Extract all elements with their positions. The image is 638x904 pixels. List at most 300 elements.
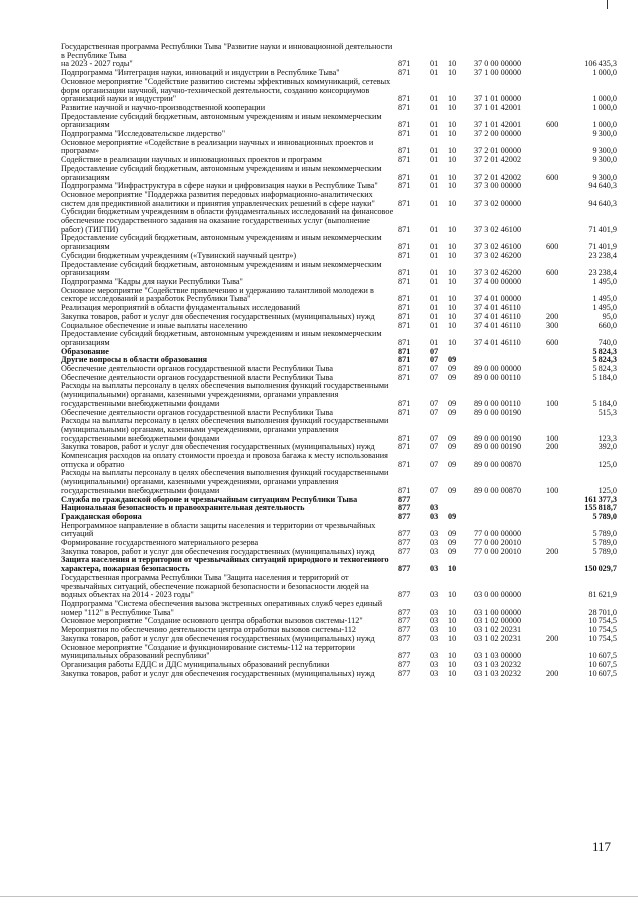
amount: 5 789,0 [592,538,617,548]
code-rz: 01 [430,172,439,182]
code-gr: 871 [398,120,411,130]
row-name: Другие вопросы в области образования [61,355,208,365]
amount: 123,3 [598,433,617,443]
code-cs: 77 0 00 20010 [474,546,522,556]
row-name: Непрограммное направление в области защиты населения и территории от чрезвычайных ситуаций [61,520,376,539]
amount: 161 377,3 [584,494,617,504]
code-gr: 871 [398,346,411,356]
row-name: Обеспечение деятельности органов государственной власти Республики Тыва [61,407,334,417]
amount: 1 495,0 [592,276,617,286]
code-rz: 01 [430,276,439,286]
row-name: Основное мероприятие "Содействие развитию системы эффективных коммуникаций, сетевых форм организации научной, научно-технической деятельности, созданию консорциумов организаций науки и индустрии" [61,76,391,104]
code-rz: 07 [430,407,439,417]
row-name: Субсидии бюджетным учреждениям («Тувинский научный центр») [61,250,297,260]
code-pr: 10 [448,242,457,252]
row-name: Гражданская оборона [61,511,142,521]
code-pr: 10 [448,68,457,78]
code-cs: 37 4 01 46110 [474,337,521,347]
amount: 1 495,0 [592,303,617,313]
code-rz: 03 [430,546,439,556]
code-rz: 03 [430,564,439,574]
code-cs: 37 2 01 42002 [474,155,522,165]
row-name: Расходы на выплаты персоналу в целях обеспечения выполнения функций государственными (муниципальными) органами, казенными учреждениями, органами управления государственными внебюджетными фондами [61,381,389,408]
code-gr: 871 [398,485,411,495]
code-cs: 89 0 00 00190 [474,407,522,417]
code-gr: 877 [398,659,411,669]
code-pr: 10 [448,294,457,304]
code-pr: 09 [448,459,457,469]
code-gr: 871 [398,442,411,452]
code-pr: 10 [448,172,457,182]
amount: 740,0 [598,337,617,347]
code-rz: 01 [430,146,439,156]
table-row [61,522,621,539]
code-gr: 877 [398,633,411,643]
code-gr: 871 [398,337,411,347]
code-rz: 01 [430,320,439,330]
code-pr: 10 [448,607,457,617]
code-pr: 10 [448,250,457,260]
amount: 10 754,5 [588,633,617,643]
code-vr: 600 [546,337,559,347]
table-row [61,574,621,600]
code-rz: 03 [430,538,439,548]
code-cs: 89 0 00 00190 [474,442,522,452]
code-gr: 871 [398,224,411,234]
code-cs: 37 2 01 42002 [474,172,522,182]
table-row [61,43,621,69]
code-cs: 37 3 02 46200 [474,250,522,260]
row-name: Обеспечение деятельности органов государственной власти Республики Тыва [61,364,334,374]
code-vr: 100 [546,433,559,443]
row-name: Закупка товаров, работ и услуг для обеспечения государственных (муниципальных) нужд [61,442,375,452]
code-rz: 01 [430,224,439,234]
code-rz: 03 [430,668,439,678]
scan-edge-mark [607,0,608,9]
row-name: Расходы на выплаты персоналу в целях обеспечения выполнения функций государственными (муниципальными) органами, казенными учреждениями, органами управления государственными внебюджетными фондами [61,468,389,495]
amount: 5 824,3 [592,355,617,365]
code-pr: 10 [448,633,457,643]
code-pr: 09 [448,546,457,556]
code-gr: 877 [398,651,411,661]
code-gr: 877 [398,616,411,626]
row-name: Подпрограмма "Исследовательское лидерство" [61,129,226,139]
code-cs: 89 0 00 00110 [474,372,521,382]
code-cs: 37 1 01 42001 [474,102,522,112]
amount: 660,0 [598,320,617,330]
code-rz: 01 [430,181,439,191]
code-cs: 77 0 00 20010 [474,538,522,548]
code-pr: 10 [448,268,457,278]
code-cs: 37 3 02 46200 [474,268,522,278]
code-pr: 10 [448,129,457,139]
table-row [61,469,621,495]
row-name: Содействие в реализации научных и инновационных проектов и программ [61,155,322,165]
code-gr: 871 [398,155,411,165]
code-gr: 877 [398,503,411,513]
row-name: Предоставление субсидий бюджетным, автономным учреждениям и иным некоммерческим организациям [61,111,382,130]
code-pr: 10 [448,659,457,669]
amount: 155 818,7 [584,503,617,513]
amount: 125,0 [598,485,617,495]
code-pr: 10 [448,303,457,313]
code-pr: 09 [448,485,457,495]
amount: 125,0 [598,459,617,469]
table-row [61,644,621,661]
code-rz: 07 [430,442,439,452]
code-vr: 600 [546,268,559,278]
code-cs: 37 3 02 00000 [474,198,522,208]
code-cs: 37 3 02 46100 [474,242,522,252]
code-rz: 01 [430,155,439,165]
code-rz: 07 [430,346,439,356]
amount: 1 495,0 [592,294,617,304]
code-rz: 07 [430,398,439,408]
code-gr: 871 [398,172,411,182]
amount: 5 184,0 [592,398,617,408]
amount: 106 435,3 [584,59,617,69]
code-rz: 03 [430,590,439,600]
amount: 10 607,5 [588,659,617,669]
code-cs: 37 3 02 46100 [474,224,522,234]
code-gr: 877 [398,607,411,617]
row-name: Мероприятия по обеспечению деятельности центра отработки вызовов системы-112 [61,625,357,635]
code-pr: 10 [448,120,457,130]
amount: 71 401,9 [588,224,617,234]
budget-table [61,43,621,678]
row-name: Социальное обеспечение и иные выплаты населению [61,320,248,330]
row-name: Образование [61,346,109,356]
code-rz: 01 [430,268,439,278]
amount: 5 789,0 [592,529,617,539]
row-name: Предоставление субсидий бюджетным, автономным учреждениям и иным некоммерческим организациям [61,233,382,252]
amount: 23 238,4 [588,250,617,260]
amount: 515,3 [598,407,617,417]
amount: 9 300,0 [592,172,617,182]
code-vr: 600 [546,120,559,130]
code-gr: 877 [398,625,411,635]
code-pr: 10 [448,311,457,321]
code-pr: 10 [448,146,457,156]
amount: 392,0 [598,442,617,452]
code-gr: 871 [398,294,411,304]
row-name: Субсидии бюджетным учреждениям в области фундаментальных исследований на финансовое обеспечение государственного задания на оказание государственных услуг (выполнение работ) (ТИГПИ) [61,207,394,234]
amount: 5 789,0 [592,511,617,521]
amount: 10 607,5 [588,651,617,661]
code-pr: 10 [448,155,457,165]
amount: 10 754,5 [588,616,617,626]
code-cs: 37 4 00 00000 [474,276,522,286]
amount: 81 621,9 [588,590,617,600]
amount: 5 824,3 [592,364,617,374]
code-pr: 10 [448,320,457,330]
code-rz: 07 [430,355,439,365]
code-cs: 37 3 00 00000 [474,181,522,191]
code-gr: 877 [398,668,411,678]
code-gr: 871 [398,459,411,469]
row-name: Основное мероприятие "Создание и функционирование системы-112 на территории муниципальных образований республики" [61,642,355,661]
amount: 1 000,0 [592,68,617,78]
code-gr: 877 [398,511,411,521]
table-row [61,417,621,443]
code-pr: 09 [448,529,457,539]
table-row [61,78,621,104]
row-name: Развитие научной и научно-производственной кооперации [61,102,266,112]
code-pr: 10 [448,276,457,286]
table-row [61,330,621,347]
code-cs: 37 4 01 00000 [474,294,522,304]
row-name: Национальная безопасность и правоохранительная деятельность [61,503,305,513]
code-cs: 89 0 00 00000 [474,364,522,374]
code-vr: 200 [546,633,559,643]
code-rz: 03 [430,616,439,626]
code-cs: 03 1 03 20232 [474,659,522,669]
amount: 1 000,0 [592,94,617,104]
code-rz: 01 [430,68,439,78]
code-gr: 877 [398,494,411,504]
row-name: Закупка товаров, работ и услуг для обеспечения государственных (муниципальных) нужд [61,633,375,643]
row-name: Предоставление субсидий бюджетным, автономным учреждениям и иным некоммерческим организациям [61,329,382,347]
code-gr: 871 [398,146,411,156]
code-vr: 200 [546,668,559,678]
amount: 1 000,0 [592,120,617,130]
amount: 9 300,0 [592,155,617,165]
code-cs: 37 0 00 00000 [474,59,522,69]
code-gr: 871 [398,407,411,417]
code-pr: 09 [448,433,457,443]
code-rz: 03 [430,503,439,513]
code-gr: 871 [398,181,411,191]
table-row [61,113,621,130]
code-cs: 77 0 00 00000 [474,529,522,539]
code-cs: 37 1 01 00000 [474,94,522,104]
table-row [61,234,621,251]
code-vr: 300 [546,320,559,330]
code-rz: 07 [430,372,439,382]
amount: 94 640,3 [588,198,617,208]
row-name: Расходы на выплаты персоналу в целях обеспечения выполнения функций государственными (муниципальными) органами, казенными учреждениями, органами управления государственными внебюджетными фондами [61,416,389,443]
code-rz: 01 [430,94,439,104]
table-row [61,452,621,469]
row-name: Предоставление субсидий бюджетным, автономным учреждениям и иным некоммерческим организациям [61,163,382,182]
code-gr: 877 [398,529,411,539]
table-row [61,670,621,679]
amount: 1 000,0 [592,102,617,112]
code-rz: 01 [430,120,439,130]
table-row [61,504,621,513]
code-gr: 871 [398,364,411,374]
row-name: Закупка товаров, работ и услуг для обеспечения государственных (муниципальных) нужд [61,546,375,556]
code-pr: 10 [448,198,457,208]
code-gr: 871 [398,250,411,260]
code-pr: 10 [448,224,457,234]
code-cs: 03 0 00 00000 [474,590,522,600]
code-gr: 871 [398,433,411,443]
code-gr: 877 [398,546,411,556]
code-gr: 877 [398,590,411,600]
table-row [61,165,621,182]
amount: 94 640,3 [588,181,617,191]
table-row [61,208,621,234]
row-name: Подпрограмма "Инфраструктура в сфере науки и цифровизация науки в Республике Тыва" [61,181,378,191]
table-row [61,556,621,573]
table-row [61,261,621,278]
scan-bottom-rule [0,896,638,897]
code-cs: 03 1 02 20231 [474,633,522,643]
code-pr: 10 [448,590,457,600]
code-gr: 871 [398,311,411,321]
code-gr: 871 [398,372,411,382]
code-gr: 871 [398,398,411,408]
code-rz: 01 [430,311,439,321]
code-pr: 10 [448,181,457,191]
code-rz: 01 [430,337,439,347]
code-rz: 01 [430,303,439,313]
code-cs: 89 0 00 00190 [474,433,522,443]
amount: 95,0 [602,311,617,321]
table-row [61,191,621,208]
code-cs: 37 2 01 00000 [474,146,522,156]
code-rz: 07 [430,433,439,443]
row-name: Защита населения и территории от чрезвычайных ситуаций природного и техногенного характера, пожарная безопасность [61,555,389,574]
code-vr: 100 [546,398,559,408]
code-pr: 10 [448,564,457,574]
code-pr: 09 [448,364,457,374]
row-name: Закупка товаров, работ и услуг для обеспечения государственных (муниципальных) нужд [61,668,375,678]
amount: 5 789,0 [592,546,617,556]
code-pr: 10 [448,651,457,661]
row-name: Основное мероприятие "Создание основного центра обработки вызовов системы-112" [61,616,363,626]
code-pr: 10 [448,102,457,112]
code-rz: 01 [430,198,439,208]
code-gr: 877 [398,538,411,548]
code-gr: 871 [398,276,411,286]
row-name: Подпрограмма "Интеграция науки, инноваций и индустрии в Республике Тыва" [61,68,340,78]
code-vr: 200 [546,546,559,556]
code-pr: 09 [448,398,457,408]
code-gr: 871 [398,320,411,330]
table-row [61,139,621,156]
code-pr: 10 [448,94,457,104]
code-rz: 03 [430,511,439,521]
code-cs: 89 0 00 00110 [474,398,521,408]
code-gr: 871 [398,355,411,365]
code-cs: 03 1 00 00000 [474,607,522,617]
code-cs: 89 0 00 00870 [474,459,522,469]
code-pr: 10 [448,616,457,626]
code-gr: 871 [398,94,411,104]
amount: 10 754,5 [588,625,617,635]
code-cs: 37 1 01 42001 [474,120,522,130]
code-pr: 09 [448,355,457,365]
row-name: Обеспечение деятельности органов государственной власти Республики Тыва [61,372,334,382]
row-name: Государственная программа Республики Тыва "Развитие науки и инновационной деятельности в Республике Тыва на 2023 - 2027 годы" [61,42,393,69]
code-cs: 03 1 03 20232 [474,668,522,678]
code-cs: 03 1 02 00000 [474,616,522,626]
code-vr: 600 [546,242,559,252]
code-rz: 03 [430,625,439,635]
amount: 9 300,0 [592,129,617,139]
row-name: Служба по гражданской обороне и чрезвычайным ситуациям Республики Тыва [61,494,358,504]
code-rz: 01 [430,102,439,112]
code-cs: 03 1 02 20231 [474,625,522,635]
code-gr: 871 [398,242,411,252]
code-pr: 10 [448,668,457,678]
amount: 10 607,5 [588,668,617,678]
amount: 150 029,7 [584,564,617,574]
amount: 5 184,0 [592,372,617,382]
code-gr: 871 [398,268,411,278]
code-vr: 200 [546,311,559,321]
code-rz: 01 [430,242,439,252]
code-gr: 871 [398,102,411,112]
code-rz: 01 [430,294,439,304]
row-name: Формирование государственного материального резерва [61,538,259,548]
code-rz: 07 [430,364,439,374]
table-row [61,382,621,408]
code-cs: 03 1 03 00000 [474,651,522,661]
code-pr: 10 [448,59,457,69]
code-rz: 01 [430,250,439,260]
code-gr: 871 [398,59,411,69]
code-vr: 600 [546,172,559,182]
row-name: Компенсация расходов на оплату стоимости проезда и провоза багажа к месту использования отпуска и обратно [61,451,388,469]
code-cs: 37 4 01 46110 [474,311,521,321]
code-rz: 03 [430,529,439,539]
code-pr: 09 [448,511,457,521]
row-name: Основное мероприятие "Содействие привлечению и удержанию талантливой молодежи в секторе исследований и разработок Республики Тыва" [61,285,374,304]
code-vr: 100 [546,485,559,495]
row-name: Основное мероприятие «Содействие в реализации научных и инновационных проектов и программ» [61,137,374,156]
code-vr: 200 [546,442,559,452]
code-cs: 89 0 00 00870 [474,485,522,495]
row-name: Подпрограмма "Система обеспечения вызова экстренных оперативных служб через единый номер "112" в Республике Тыва" [61,599,383,617]
amount: 23 238,4 [588,268,617,278]
code-rz: 01 [430,59,439,69]
row-name: Закупка товаров, работ и услуг для обеспечения государственных (муниципальных) нужд [61,311,375,321]
code-gr: 871 [398,68,411,78]
code-pr: 09 [448,372,457,382]
table-row [61,287,621,304]
code-gr: 877 [398,564,411,574]
table-row [61,600,621,617]
code-rz: 07 [430,459,439,469]
code-rz: 01 [430,129,439,139]
amount: 71 401,9 [588,242,617,252]
code-rz: 03 [430,659,439,669]
code-cs: 37 4 01 46110 [474,303,521,313]
amount: 9 300,0 [592,146,617,156]
code-pr: 09 [448,442,457,452]
page-number: 117 [592,839,612,854]
code-rz: 07 [430,485,439,495]
code-pr: 09 [448,538,457,548]
code-rz: 03 [430,607,439,617]
row-name: Организация работы ЕДДС и ДДС муниципальных образований республики [61,659,330,669]
code-gr: 871 [398,198,411,208]
row-name: Предоставление субсидий бюджетным, автономным учреждениям и иным некоммерческим организациям [61,259,382,278]
code-rz: 03 [430,633,439,643]
row-name: Реализация мероприятий в области фундаментальных исследований [61,303,300,313]
row-name: Государственная программа Республики Тыва "Защита населения и территорий от чрезвычайных ситуаций, обеспечение пожарной безопасности и безопасности людей на водных объектах на 2014 - 2023 годы" [61,572,369,600]
amount: 5 824,3 [592,346,617,356]
code-pr: 09 [448,407,457,417]
code-gr: 871 [398,129,411,139]
code-gr: 871 [398,303,411,313]
row-name: Подпрограмма "Кадры для науки Республики Тыва" [61,276,243,286]
code-pr: 10 [448,625,457,635]
amount: 28 701,0 [588,607,617,617]
